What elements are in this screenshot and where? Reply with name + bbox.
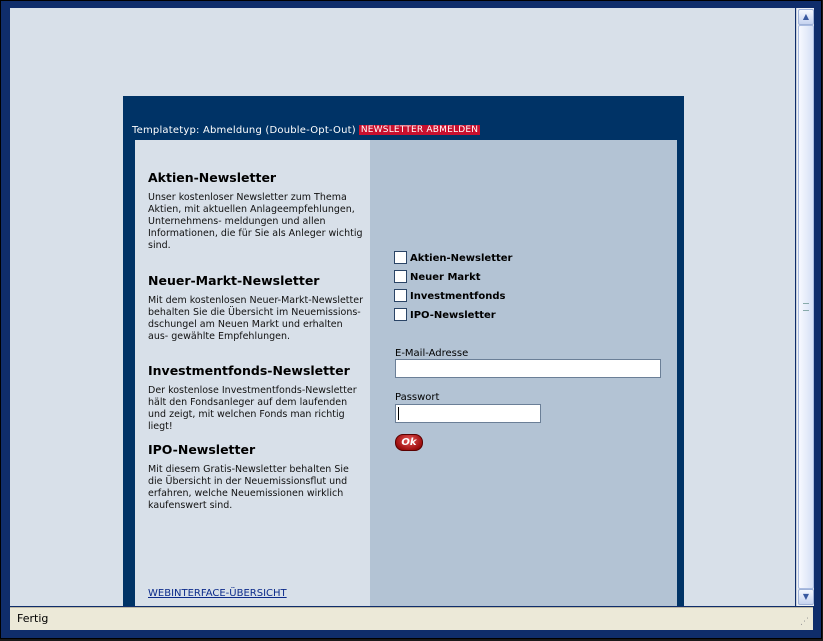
resize-grip-icon[interactable]: ⋰ xyxy=(800,617,809,627)
scrollbar-grip-icon xyxy=(803,303,809,311)
text-caret xyxy=(398,407,399,420)
checkbox-label: Investmentfonds xyxy=(410,291,506,302)
email-label: E-Mail-Adresse xyxy=(395,348,469,359)
newsletter-description: Mit diesem Gratis-Newsletter behalten Sie die Übersicht in der Neuemissionsflut und erfahren, welche Neuemissionen wirklich kaufenswert sind. xyxy=(148,464,349,511)
newsletter-description: Unser kostenloser Newsletter zum Thema Aktien, mit aktuellen Anlageempfehlungen, Unternehmens- meldungen und allen Informationen, die für Sie als Anleger wichtig sind. xyxy=(148,192,363,251)
newsletter-title: Investmentfonds-Newsletter xyxy=(148,363,350,378)
checkbox-label: Neuer Markt xyxy=(410,272,481,283)
newsletter-descriptions xyxy=(135,140,370,606)
checkbox-label: IPO-Newsletter xyxy=(410,310,496,321)
newsletter-title: IPO-Newsletter xyxy=(148,442,256,457)
password-label: Passwort xyxy=(395,392,440,403)
newsletter-title: Aktien-Newsletter xyxy=(148,170,277,185)
checkbox-aktien[interactable] xyxy=(394,251,407,264)
password-field[interactable] xyxy=(395,404,541,423)
checkbox-neuer-markt[interactable] xyxy=(394,270,407,283)
newsletter-info-aktien xyxy=(148,170,363,252)
vertical-scrollbar[interactable] xyxy=(796,8,814,606)
newsletter-description: Der kostenlose Investmentfonds-Newsletter hält den Fondsanleger auf dem laufenden und zeigt, mit welchen Fonds man richtig liegt! xyxy=(148,385,357,432)
template-type-text: Templatetyp: Abmeldung (Double-Opt-Out) xyxy=(132,125,356,136)
newsletter-template xyxy=(123,96,684,606)
newsletter-description: Mit dem kostenlosen Neuer-Markt-Newsletter behalten Sie die Übersicht im Neuemissions- dschungel am Neuen Markt und erhalten aus- gewählte Empfehlungen. xyxy=(148,295,364,342)
checkbox-label: Aktien-Newsletter xyxy=(410,253,513,264)
newsletter-info-neuer-markt xyxy=(148,273,363,343)
newsletter-info-investmentfonds xyxy=(148,363,363,433)
scroll-down-arrow-icon[interactable]: ▼ xyxy=(798,589,814,605)
checkbox-investmentfonds[interactable] xyxy=(394,289,407,302)
webinterface-overview-link[interactable]: WEBINTERFACE-ÜBERSICHT xyxy=(148,588,287,599)
scroll-up-arrow-icon[interactable]: ▲ xyxy=(798,9,814,25)
status-bar xyxy=(10,607,813,630)
ok-button[interactable]: Ok xyxy=(395,434,423,451)
newsletter-info-ipo xyxy=(148,442,363,512)
checkbox-ipo[interactable] xyxy=(394,308,407,321)
email-field[interactable] xyxy=(395,359,661,378)
scrollbar-thumb[interactable] xyxy=(798,25,814,589)
unsubscribe-form xyxy=(370,140,677,606)
newsletter-title: Neuer-Markt-Newsletter xyxy=(148,273,320,288)
page-viewport xyxy=(10,8,795,606)
unsubscribe-badge: NEWSLETTER ABMELDEN xyxy=(360,125,479,135)
template-header xyxy=(132,125,480,136)
status-text: Fertig xyxy=(17,612,49,625)
